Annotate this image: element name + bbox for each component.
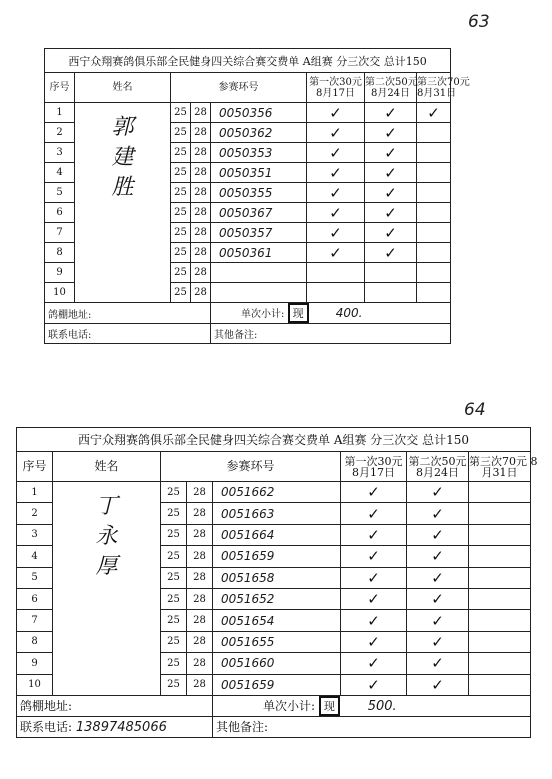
payment-2-check: ✓ [407,567,469,588]
header-pay3: 第三次70元 8月31日 [417,73,451,103]
payment-2-check: ✓ [407,653,469,674]
ring-prefix-a: 25 [161,567,187,588]
ring-prefix-b: 28 [187,653,213,674]
row-index: 3 [45,143,75,163]
ring-number [211,283,307,303]
row-index: 5 [45,183,75,203]
ring-prefix-b: 28 [191,223,211,243]
member-name [53,482,161,696]
payment-1-check: ✓ [341,631,407,652]
ring-number: 0051659 [213,674,341,695]
ring-number: 0051664 [213,524,341,545]
ring-prefix-b: 28 [187,610,213,631]
header-pay3: 第三次70元 8 月31日 [469,452,531,482]
payment-3-check [469,588,531,609]
payment-3-check [469,631,531,652]
row-index: 8 [45,243,75,263]
ring-prefix-b: 28 [187,503,213,524]
ring-prefix-a: 25 [171,243,191,263]
payment-1-check: ✓ [341,524,407,545]
ring-prefix-a: 25 [171,263,191,283]
row-index: 6 [45,203,75,223]
ring-prefix-a: 25 [161,503,187,524]
ring-prefix-b: 28 [191,103,211,123]
member-name [75,103,171,303]
payment-2-check: ✓ [407,610,469,631]
header-pay1: 第一次30元 8月17日 [307,73,365,103]
payment-1-check: ✓ [341,653,407,674]
ring-number: 0051660 [213,653,341,674]
payment-3-check [417,223,451,243]
payment-1-check: ✓ [307,103,365,123]
row-index: 9 [17,653,53,674]
subtotal: 单次小计: 现 400. [211,303,451,324]
page-number: 63 [468,12,490,32]
ring-prefix-b: 28 [191,123,211,143]
ring-number: 0051654 [213,610,341,631]
cash-stamp: 现 [288,303,309,323]
payment-2-check: ✓ [407,482,469,503]
header-ring: 参赛环号 [171,73,307,103]
member-name-char: 胜 [111,175,134,200]
ring-number: 0050361 [211,243,307,263]
ring-number: 0050367 [211,203,307,223]
row-index: 6 [17,588,53,609]
header-name: 姓名 [75,73,171,103]
row-index: 5 [17,567,53,588]
row-index: 8 [17,631,53,652]
payment-3-check [469,503,531,524]
ring-prefix-a: 25 [171,123,191,143]
payment-3-check [417,123,451,143]
payment-2-check: ✓ [365,243,417,263]
ring-number: 0051658 [213,567,341,588]
payment-3-check [469,567,531,588]
payment-2-check: ✓ [365,223,417,243]
ring-prefix-a: 25 [161,482,187,503]
row-index: 1 [45,103,75,123]
ring-prefix-a: 25 [161,588,187,609]
ring-number: 0050356 [211,103,307,123]
fee-table [16,427,538,738]
member-name-char: 永 [95,524,118,549]
ring-number: 0051662 [213,482,341,503]
payment-3-check [417,143,451,163]
ring-prefix-a: 25 [161,674,187,695]
payment-1-check: ✓ [307,123,365,143]
ring-number [211,263,307,283]
payment-3-check [417,183,451,203]
ring-prefix-b: 28 [191,243,211,263]
member-name-char: 郭 [111,115,134,140]
ring-prefix-a: 25 [161,524,187,545]
phone: 联系电话: [45,324,211,344]
payment-2-check [365,283,417,303]
payment-2-check [365,263,417,283]
row-index: 1 [17,482,53,503]
subtotal: 单次小计: 现 500. [213,695,531,716]
subtotal-value: 500. [367,698,397,714]
row-index: 4 [45,163,75,183]
row-index: 7 [17,610,53,631]
header-pay1: 第一次30元 8月17日 [341,452,407,482]
payment-3-check [417,283,451,303]
cash-stamp: 现 [319,696,340,716]
payment-3-check [417,243,451,263]
ring-prefix-a: 25 [171,103,191,123]
ring-prefix-b: 28 [187,482,213,503]
payment-3-check [417,263,451,283]
ring-prefix-a: 25 [161,653,187,674]
payment-3-check [417,163,451,183]
member-name-char: 丁 [95,494,118,519]
header-ring: 参赛环号 [161,452,341,482]
ring-prefix-b: 28 [187,674,213,695]
ring-number: 0050355 [211,183,307,203]
payment-1-check: ✓ [341,674,407,695]
ring-prefix-a: 25 [171,163,191,183]
phone-value: 13897485066 [75,720,167,736]
payment-2-check: ✓ [365,123,417,143]
payment-1-check: ✓ [341,503,407,524]
loft-address: 鸽棚地址: [17,695,213,716]
phone: 联系电话: 13897485066 [17,716,213,737]
page-number: 64 [464,400,486,420]
payment-2-check: ✓ [365,203,417,223]
payment-2-check: ✓ [365,183,417,203]
ring-prefix-a: 25 [161,610,187,631]
ring-prefix-b: 28 [191,263,211,283]
ring-prefix-a: 25 [171,203,191,223]
ring-prefix-b: 28 [187,631,213,652]
form-title: 西宁众翔赛鸽俱乐部全民健身四关综合赛交费单 A组赛 分三次交 总计150 [17,428,531,452]
payment-1-check [307,263,365,283]
fee-form [44,48,470,344]
payment-2-check: ✓ [407,588,469,609]
form-title: 西宁众翔赛鸽俱乐部全民健身四关综合赛交费单 A组赛 分三次交 总计150 [45,49,451,73]
row-index: 10 [45,283,75,303]
row-index: 3 [17,524,53,545]
payment-2-check: ✓ [365,143,417,163]
payment-2-check: ✓ [407,674,469,695]
ring-prefix-b: 28 [191,183,211,203]
payment-3-check [469,610,531,631]
header-pay2: 第二次50元 8月24日 [365,73,417,103]
payment-3-check: ✓ [417,103,451,123]
payment-2-check: ✓ [407,503,469,524]
payment-3-check [469,482,531,503]
header-index: 序号 [17,452,53,482]
payment-1-check: ✓ [341,610,407,631]
ring-prefix-a: 25 [171,223,191,243]
payment-1-check: ✓ [341,546,407,567]
ring-prefix-a: 25 [161,546,187,567]
row-index: 2 [45,123,75,143]
payment-3-check [469,653,531,674]
ring-number: 0050357 [211,223,307,243]
payment-1-check: ✓ [341,567,407,588]
loft-address: 鸽棚地址: [45,303,211,324]
table-row [45,103,451,123]
row-index: 4 [17,546,53,567]
ring-number: 0051652 [213,588,341,609]
payment-1-check: ✓ [307,183,365,203]
ring-prefix-b: 28 [191,283,211,303]
fee-table [44,48,470,344]
row-index: 10 [17,674,53,695]
ring-prefix-a: 25 [171,283,191,303]
payment-1-check [307,283,365,303]
ring-number: 0050362 [211,123,307,143]
payment-2-check: ✓ [407,631,469,652]
payment-2-check: ✓ [365,163,417,183]
ring-number: 0051659 [213,546,341,567]
notes: 其他备注: [213,716,531,737]
header-index: 序号 [45,73,75,103]
payment-2-check: ✓ [407,546,469,567]
ring-prefix-b: 28 [187,546,213,567]
header-pay2: 第二次50元 8月24日 [407,452,469,482]
payment-1-check: ✓ [307,223,365,243]
row-index: 2 [17,503,53,524]
ring-prefix-b: 28 [187,567,213,588]
payment-1-check: ✓ [307,143,365,163]
row-index: 7 [45,223,75,243]
payment-3-check [469,546,531,567]
payment-1-check: ✓ [341,482,407,503]
ring-number: 0051655 [213,631,341,652]
ring-prefix-b: 28 [187,524,213,545]
fee-form [16,427,538,738]
ring-number: 0050353 [211,143,307,163]
payment-2-check: ✓ [407,524,469,545]
payment-1-check: ✓ [307,203,365,223]
ring-prefix-b: 28 [191,143,211,163]
ring-prefix-a: 25 [171,143,191,163]
ring-number: 0050351 [211,163,307,183]
payment-3-check [417,203,451,223]
payment-1-check: ✓ [307,243,365,263]
subtotal-value: 400. [335,306,363,320]
ring-prefix-a: 25 [171,183,191,203]
ring-prefix-a: 25 [161,631,187,652]
row-index: 9 [45,263,75,283]
ring-prefix-b: 28 [187,588,213,609]
payment-1-check: ✓ [341,588,407,609]
member-name-char: 建 [111,145,134,170]
ring-number: 0051663 [213,503,341,524]
notes: 其他备注: [211,324,451,344]
ring-prefix-b: 28 [191,163,211,183]
payment-1-check: ✓ [307,163,365,183]
payment-3-check [469,674,531,695]
ring-prefix-b: 28 [191,203,211,223]
payment-3-check [469,524,531,545]
payment-2-check: ✓ [365,103,417,123]
table-row [17,482,531,503]
member-name-char: 厚 [95,554,118,579]
header-name: 姓名 [53,452,161,482]
